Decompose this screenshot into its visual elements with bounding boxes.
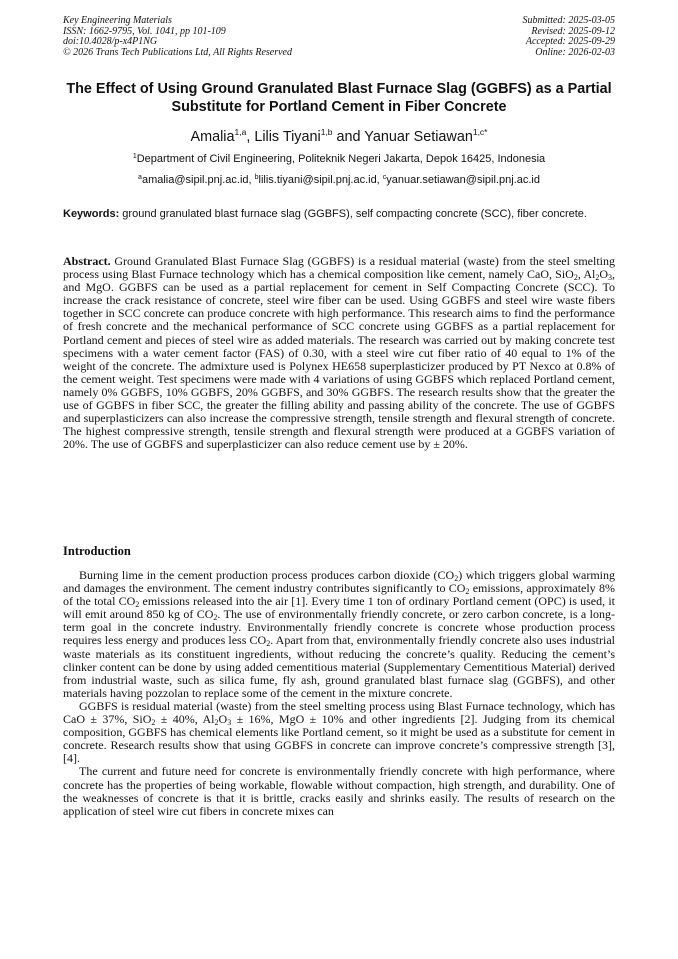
intro-text: ± 40%, Al <box>155 712 215 727</box>
keywords-text: ground granulated blast furnace slag (GGBFS), self compacting concrete (SCC), fiber concrete. <box>119 208 587 220</box>
subscript: 2 <box>135 600 140 610</box>
subscript: 2 <box>151 718 156 728</box>
author-emails <box>0 171 678 187</box>
intro-text: . The use of environmentally friendly concrete, or zero carbon concrete, is a long-term goal in the concrete industry. Environmentally friendly concrete is concrete whose production process requires less energy and produces less CO <box>63 607 615 648</box>
subscript: 2 <box>595 273 600 283</box>
intro-paragraph-3: The current and future need for concrete is environmentally friendly concrete with high performance, where concrete has the properties of being workable, flowable without compaction, high strength, and durability. One of the weaknesses of concrete is that it is brittle, cracks easily and shrinks easily. The results of research on the application of steel wire cut fibers in concrete mixes can <box>63 764 615 818</box>
author-name: Lilis Tiyani <box>254 129 321 145</box>
intro-text: emissions released into the air [1]. Every time 1 ton of ordinary Portland cement (OPC) is used, it will emit around 850 kg of CO <box>63 594 615 622</box>
author-name: Yanuar Setiawan <box>364 129 473 145</box>
subscript: 3 <box>227 718 232 728</box>
journal-header <box>63 16 292 58</box>
abstract-text: O <box>599 267 609 282</box>
intro-text: ± 16%, MgO ± 10% and other ingredients [2]. Judging from its chemical composition, GGBFS has chemical elements like Portland cement, so it might be used as a substitute for cement in concrete. Research results show that using GGBFS in concrete can improve concrete’s compressive strength [3], [4]. <box>63 712 615 766</box>
author-affiliation-mark: 1,b <box>320 127 333 137</box>
email-link[interactable]: lilis.tiyani@sipil.pnj.ac.id, <box>258 174 383 186</box>
affiliation <box>0 150 678 166</box>
abstract-text: Ground Granulated Blast Furnace Slag (GGBFS) is a residual material (waste) from the steel smelting process using Blast Furnace technology which has a chemical composition like cement, namely CaO, SiO <box>63 254 615 282</box>
journal-name: Key Engineering Materials <box>63 15 172 26</box>
date-accepted: Accepted: 2025-09-29 <box>525 36 615 47</box>
abstract-label: Abstract. <box>63 254 111 268</box>
date-submitted: Submitted: 2025-03-05 <box>522 15 615 26</box>
author-separator: and <box>332 129 365 145</box>
subscript: 2 <box>573 273 578 283</box>
intro-text: Burning lime in the cement production process produces carbon dioxide (CO <box>79 568 455 582</box>
introduction-body <box>63 569 615 818</box>
author-list <box>0 123 678 146</box>
intro-text: GGBFS is residual material (waste) from the steel smelting process using Blast Furnace technology, which has CaO ± 37%, SiO <box>63 698 615 727</box>
author-name: Amalia <box>190 129 235 145</box>
intro-text: O <box>218 712 228 727</box>
abstract-text: , Al <box>577 267 596 282</box>
keywords <box>63 207 615 221</box>
abstract <box>63 255 615 451</box>
intro-text: ) which triggers global warming and damages the environment. The cement industry contributes significantly to CO <box>63 568 615 596</box>
intro-text: . Apart from that, environmentally friendly concrete also uses industrial waste materials as its constituent ingredients, without reducing the concrete’s quality. Reducing the cement’s clinker content can be done by using added cementitious material (Supplementary Cementitious Material) derived from industrial waste, such as silica fume, fly ash, ground granulated blast furnace slag (GGBFS), and other materials having pozzolan to replace some of the cement in the mixture concrete. <box>63 633 615 700</box>
date-revised: Revised: 2025-09-12 <box>531 25 615 37</box>
email-mark: a <box>138 174 142 181</box>
author-separator: , <box>246 129 255 145</box>
intro-paragraph-1 <box>63 569 615 700</box>
affiliation-mark: 1 <box>132 153 137 160</box>
affiliation-text: Department of Civil Engineering, Politeknik Negeri Jakarta, Depok 16425, Indonesia <box>136 153 546 165</box>
email-mark: b <box>254 174 259 181</box>
author-affiliation-mark: 1,c* <box>472 127 488 137</box>
journal-copyright: © 2026 Trans Tech Publications Ltd, All Rights Reserved <box>63 46 292 58</box>
author-affiliation-mark: 1,a <box>234 127 247 137</box>
subscript: 2 <box>465 587 470 597</box>
subscript: 3 <box>608 273 613 283</box>
intro-paragraph-2 <box>63 700 615 765</box>
keywords-label: Keywords: <box>63 208 120 220</box>
abstract-text: , and MgO. GGBFS can be used as a partial replacement for cement in Self Compacting Concrete (SCC). To increase the crack resistance of concrete, steel wire fiber can be used. Using GGBFS and steel wire waste fibers together in SCC concrete can produce concrete with high performance. This research aims to find the performance of fresh concrete and the mechanical performance of SCC concrete using GGBFS as a partial replacement for Portland cement and pieces of steel wire as added materials. The research was carried out by making concrete test specimens with a water cement factor (FAS) of 0.30, with a steel wire cut fiber ratio of 40 equal to 1% of the weight of the concrete. The admixture used is Polynex HE658 superplasticizer produced by PT Nexco at 0.8% of the cement weight. Test specimens were made with 4 variations of using GGBFS which replaced Portland cement, namely 0% GGBFS, 10% GGBFS, 20% GGBFS, and 30% GGBFS. The research results show that the greater the use of GGBFS in fiber SCC, the greater the filling ability and passing ability of the concrete. The use of GGBFS and superplasticizers can also increase the compressive strength, tensile strength and flexural strength of concrete. The highest compressive strength, tensile strength and flexural strength were produced at a GGBFS variation of 20%. The use of GGBFS and superplasticizer can also reduce cement use by ± 20%. <box>63 267 616 452</box>
paper-title: The Effect of Using Ground Granulated Blast Furnace Slag (GGBFS) as a Partial Substitute for Portland Cement in Fiber Concrete <box>66 81 612 115</box>
section-heading-introduction: Introduction <box>63 544 131 558</box>
subscript: 2 <box>214 718 219 728</box>
email-link[interactable]: yanuar.setiawan@sipil.pnj.ac.id <box>386 174 540 186</box>
email-link[interactable]: amalia@sipil.pnj.ac.id, <box>141 174 255 186</box>
date-online: Online: 2026-02-03 <box>535 46 615 58</box>
intro-text: emissions, approximately 8% of the total CO <box>63 581 615 609</box>
subscript: 2 <box>213 613 218 623</box>
subscript: 2 <box>454 574 459 583</box>
journal-doi[interactable]: doi:10.4028/p-x4P1NG <box>63 36 158 47</box>
dates-header <box>523 16 616 58</box>
email-mark: c <box>382 174 387 181</box>
journal-issn: ISSN: 1662-9795, Vol. 1041, pp 101-109 <box>63 25 226 37</box>
subscript: 2 <box>266 639 271 649</box>
